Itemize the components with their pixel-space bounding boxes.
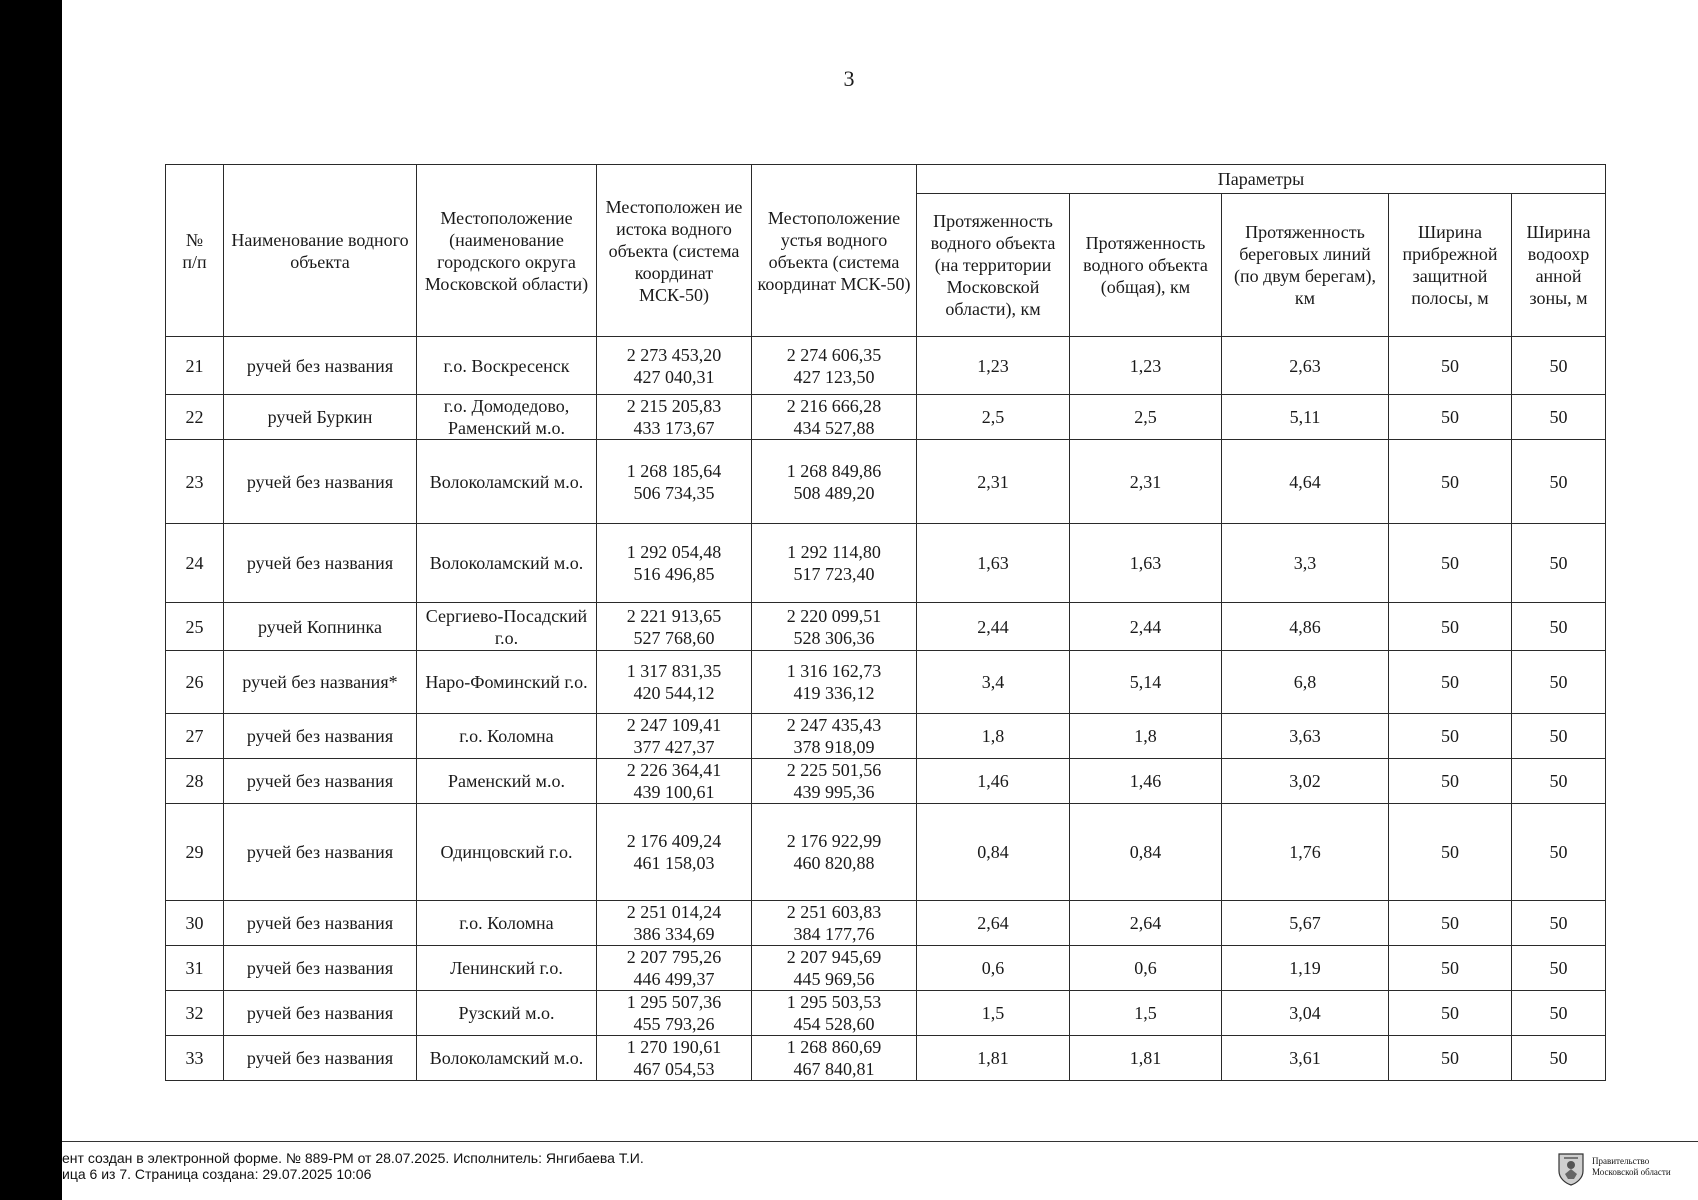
cell-source: 2 176 409,24 461 158,03 [597, 804, 752, 901]
footer-line-1: ент создан в электронной форме. № 889-РМ от 28.07.2025. Исполнитель: Янгибаева Т.И. [62, 1150, 644, 1166]
cell-num: 32 [166, 991, 224, 1036]
cell-length-mo: 2,64 [917, 901, 1070, 946]
cell-length-mo: 1,46 [917, 759, 1070, 804]
table-row [166, 991, 1606, 1036]
cell-num: 23 [166, 440, 224, 524]
cell-name: ручей без названия [224, 991, 417, 1036]
cell-length-total: 0,6 [1070, 946, 1222, 991]
cell-mouth: 2 207 945,69 445 969,56 [752, 946, 917, 991]
cell-num: 24 [166, 524, 224, 603]
table-row [166, 395, 1606, 440]
cell-mouth: 1 292 114,80 517 723,40 [752, 524, 917, 603]
cell-source: 1 317 831,35 420 544,12 [597, 651, 752, 714]
header-zone-width: Ширина водоохр анной зоны, м [1512, 194, 1606, 337]
cell-strip-width: 50 [1389, 901, 1512, 946]
cell-length-mo: 1,23 [917, 337, 1070, 395]
cell-location: г.о. Коломна [417, 714, 597, 759]
cell-length-total: 0,84 [1070, 804, 1222, 901]
cell-strip-width: 50 [1389, 651, 1512, 714]
cell-name: ручей без названия [224, 804, 417, 901]
table-row [166, 901, 1606, 946]
header-location: Местоположение (наименование городского округа Московской области) [417, 165, 597, 337]
cell-location: Раменский м.о. [417, 759, 597, 804]
table-row [166, 714, 1606, 759]
cell-location: Сергиево-Посадский г.о. [417, 603, 597, 651]
cell-zone-width: 50 [1512, 901, 1606, 946]
cell-zone-width: 50 [1512, 603, 1606, 651]
cell-name: ручей без названия [224, 440, 417, 524]
cell-length-total: 1,5 [1070, 991, 1222, 1036]
cell-length-total: 2,31 [1070, 440, 1222, 524]
header-source: Местоположен ие истока водного объекта (система координат МСК-50) [597, 165, 752, 337]
cell-length-banks: 5,67 [1222, 901, 1389, 946]
cell-length-mo: 1,5 [917, 991, 1070, 1036]
footer-divider [62, 1141, 1698, 1142]
cell-length-banks: 6,8 [1222, 651, 1389, 714]
cell-zone-width: 50 [1512, 991, 1606, 1036]
cell-num: 29 [166, 804, 224, 901]
cell-num: 22 [166, 395, 224, 440]
table-row [166, 524, 1606, 603]
cell-length-mo: 3,4 [917, 651, 1070, 714]
cell-zone-width: 50 [1512, 714, 1606, 759]
cell-num: 26 [166, 651, 224, 714]
cell-mouth: 1 316 162,73 419 336,12 [752, 651, 917, 714]
cell-mouth: 2 176 922,99 460 820,88 [752, 804, 917, 901]
cell-mouth: 2 274 606,35 427 123,50 [752, 337, 917, 395]
cell-name: ручей Копнинка [224, 603, 417, 651]
cell-source: 2 221 913,65 527 768,60 [597, 603, 752, 651]
cell-length-banks: 4,64 [1222, 440, 1389, 524]
cell-source: 2 215 205,83 433 173,67 [597, 395, 752, 440]
cell-zone-width: 50 [1512, 524, 1606, 603]
cell-length-mo: 0,84 [917, 804, 1070, 901]
cell-length-total: 1,23 [1070, 337, 1222, 395]
cell-length-total: 1,46 [1070, 759, 1222, 804]
header-row-top [166, 165, 1606, 194]
cell-num: 33 [166, 1036, 224, 1081]
cell-strip-width: 50 [1389, 524, 1512, 603]
table-row [166, 337, 1606, 395]
cell-length-banks: 2,63 [1222, 337, 1389, 395]
cell-length-banks: 3,63 [1222, 714, 1389, 759]
cell-location: Рузский м.о. [417, 991, 597, 1036]
cell-location: г.о. Домодедово, Раменский м.о. [417, 395, 597, 440]
cell-length-total: 5,14 [1070, 651, 1222, 714]
cell-mouth: 2 247 435,43 378 918,09 [752, 714, 917, 759]
table-row [166, 946, 1606, 991]
cell-length-total: 1,81 [1070, 1036, 1222, 1081]
cell-mouth: 1 268 849,86 508 489,20 [752, 440, 917, 524]
cell-length-banks: 3,04 [1222, 991, 1389, 1036]
cell-zone-width: 50 [1512, 440, 1606, 524]
moscow-region-emblem-icon [1556, 1152, 1586, 1186]
cell-length-mo: 2,44 [917, 603, 1070, 651]
cell-length-mo: 1,8 [917, 714, 1070, 759]
cell-source: 1 295 507,36 455 793,26 [597, 991, 752, 1036]
cell-num: 21 [166, 337, 224, 395]
cell-source: 2 273 453,20 427 040,31 [597, 337, 752, 395]
table-row [166, 804, 1606, 901]
header-strip-width: Ширина прибрежной защитной полосы, м [1389, 194, 1512, 337]
cell-name: ручей без названия [224, 1036, 417, 1081]
cell-strip-width: 50 [1389, 759, 1512, 804]
scan-edge-black-bar [0, 0, 62, 1200]
footer-info [62, 1150, 644, 1182]
cell-location: Волоколамский м.о. [417, 1036, 597, 1081]
cell-name: ручей без названия* [224, 651, 417, 714]
cell-location: г.о. Воскресенск [417, 337, 597, 395]
cell-strip-width: 50 [1389, 603, 1512, 651]
cell-mouth: 1 295 503,53 454 528,60 [752, 991, 917, 1036]
header-name: Наименование водного объекта [224, 165, 417, 337]
cell-mouth: 2 225 501,56 439 995,36 [752, 759, 917, 804]
cell-length-banks: 5,11 [1222, 395, 1389, 440]
cell-source: 1 268 185,64 506 734,35 [597, 440, 752, 524]
cell-mouth: 2 220 099,51 528 306,36 [752, 603, 917, 651]
cell-strip-width: 50 [1389, 1036, 1512, 1081]
cell-strip-width: 50 [1389, 991, 1512, 1036]
cell-num: 27 [166, 714, 224, 759]
cell-source: 1 292 054,48 516 496,85 [597, 524, 752, 603]
cell-length-mo: 1,81 [917, 1036, 1070, 1081]
cell-source: 2 247 109,41 377 427,37 [597, 714, 752, 759]
cell-strip-width: 50 [1389, 337, 1512, 395]
cell-length-mo: 2,5 [917, 395, 1070, 440]
cell-location: Волоколамский м.о. [417, 440, 597, 524]
water-objects-table [165, 164, 1606, 1081]
table-row [166, 759, 1606, 804]
cell-length-total: 2,44 [1070, 603, 1222, 651]
table-row [166, 1036, 1606, 1081]
cell-length-mo: 1,63 [917, 524, 1070, 603]
cell-name: ручей без названия [224, 946, 417, 991]
gov-logo-text: Правительство Московской области [1592, 1156, 1671, 1177]
header-length-mo: Протяженность водного объекта (на территории Московской области), км [917, 194, 1070, 337]
cell-length-mo: 0,6 [917, 946, 1070, 991]
cell-length-banks: 1,19 [1222, 946, 1389, 991]
header-parameters-group: Параметры [917, 165, 1606, 194]
cell-zone-width: 50 [1512, 651, 1606, 714]
cell-num: 25 [166, 603, 224, 651]
cell-strip-width: 50 [1389, 804, 1512, 901]
footer-line-2: ица 6 из 7. Страница создана: 29.07.2025 10:06 [62, 1166, 372, 1182]
cell-location: Волоколамский м.о. [417, 524, 597, 603]
cell-location: Одинцовский г.о. [417, 804, 597, 901]
cell-zone-width: 50 [1512, 337, 1606, 395]
cell-zone-width: 50 [1512, 759, 1606, 804]
page-number: 3 [843, 66, 855, 91]
cell-zone-width: 50 [1512, 1036, 1606, 1081]
cell-length-total: 1,8 [1070, 714, 1222, 759]
cell-strip-width: 50 [1389, 440, 1512, 524]
cell-source: 1 270 190,61 467 054,53 [597, 1036, 752, 1081]
cell-name: ручей без названия [224, 337, 417, 395]
header-mouth: Местоположение устья водного объекта (система координат МСК-50) [752, 165, 917, 337]
cell-length-mo: 2,31 [917, 440, 1070, 524]
cell-source: 2 251 014,24 386 334,69 [597, 901, 752, 946]
cell-source: 2 207 795,26 446 499,37 [597, 946, 752, 991]
header-length-total: Протяженность водного объекта (общая), км [1070, 194, 1222, 337]
table-body [166, 337, 1606, 1081]
cell-location: Наро-Фоминский г.о. [417, 651, 597, 714]
cell-length-total: 1,63 [1070, 524, 1222, 603]
cell-strip-width: 50 [1389, 395, 1512, 440]
cell-location: г.о. Коломна [417, 901, 597, 946]
cell-zone-width: 50 [1512, 804, 1606, 901]
cell-length-banks: 3,02 [1222, 759, 1389, 804]
cell-mouth: 2 216 666,28 434 527,88 [752, 395, 917, 440]
cell-length-banks: 3,61 [1222, 1036, 1389, 1081]
cell-length-banks: 4,86 [1222, 603, 1389, 651]
cell-name: ручей Буркин [224, 395, 417, 440]
cell-name: ручей без названия [224, 714, 417, 759]
cell-name: ручей без названия [224, 759, 417, 804]
cell-zone-width: 50 [1512, 395, 1606, 440]
cell-num: 28 [166, 759, 224, 804]
cell-strip-width: 50 [1389, 946, 1512, 991]
table-row [166, 603, 1606, 651]
cell-location: Ленинский г.о. [417, 946, 597, 991]
cell-mouth: 1 268 860,69 467 840,81 [752, 1036, 917, 1081]
header-length-banks: Протяженность береговых линий (по двум берегам), км [1222, 194, 1389, 337]
cell-num: 30 [166, 901, 224, 946]
cell-name: ручей без названия [224, 901, 417, 946]
cell-num: 31 [166, 946, 224, 991]
cell-mouth: 2 251 603,83 384 177,76 [752, 901, 917, 946]
cell-strip-width: 50 [1389, 714, 1512, 759]
cell-length-banks: 3,3 [1222, 524, 1389, 603]
cell-source: 2 226 364,41 439 100,61 [597, 759, 752, 804]
cell-length-banks: 1,76 [1222, 804, 1389, 901]
cell-length-total: 2,5 [1070, 395, 1222, 440]
table-row [166, 651, 1606, 714]
table-row [166, 440, 1606, 524]
header-num: № п/п [166, 165, 224, 337]
cell-zone-width: 50 [1512, 946, 1606, 991]
cell-name: ручей без названия [224, 524, 417, 603]
cell-length-total: 2,64 [1070, 901, 1222, 946]
